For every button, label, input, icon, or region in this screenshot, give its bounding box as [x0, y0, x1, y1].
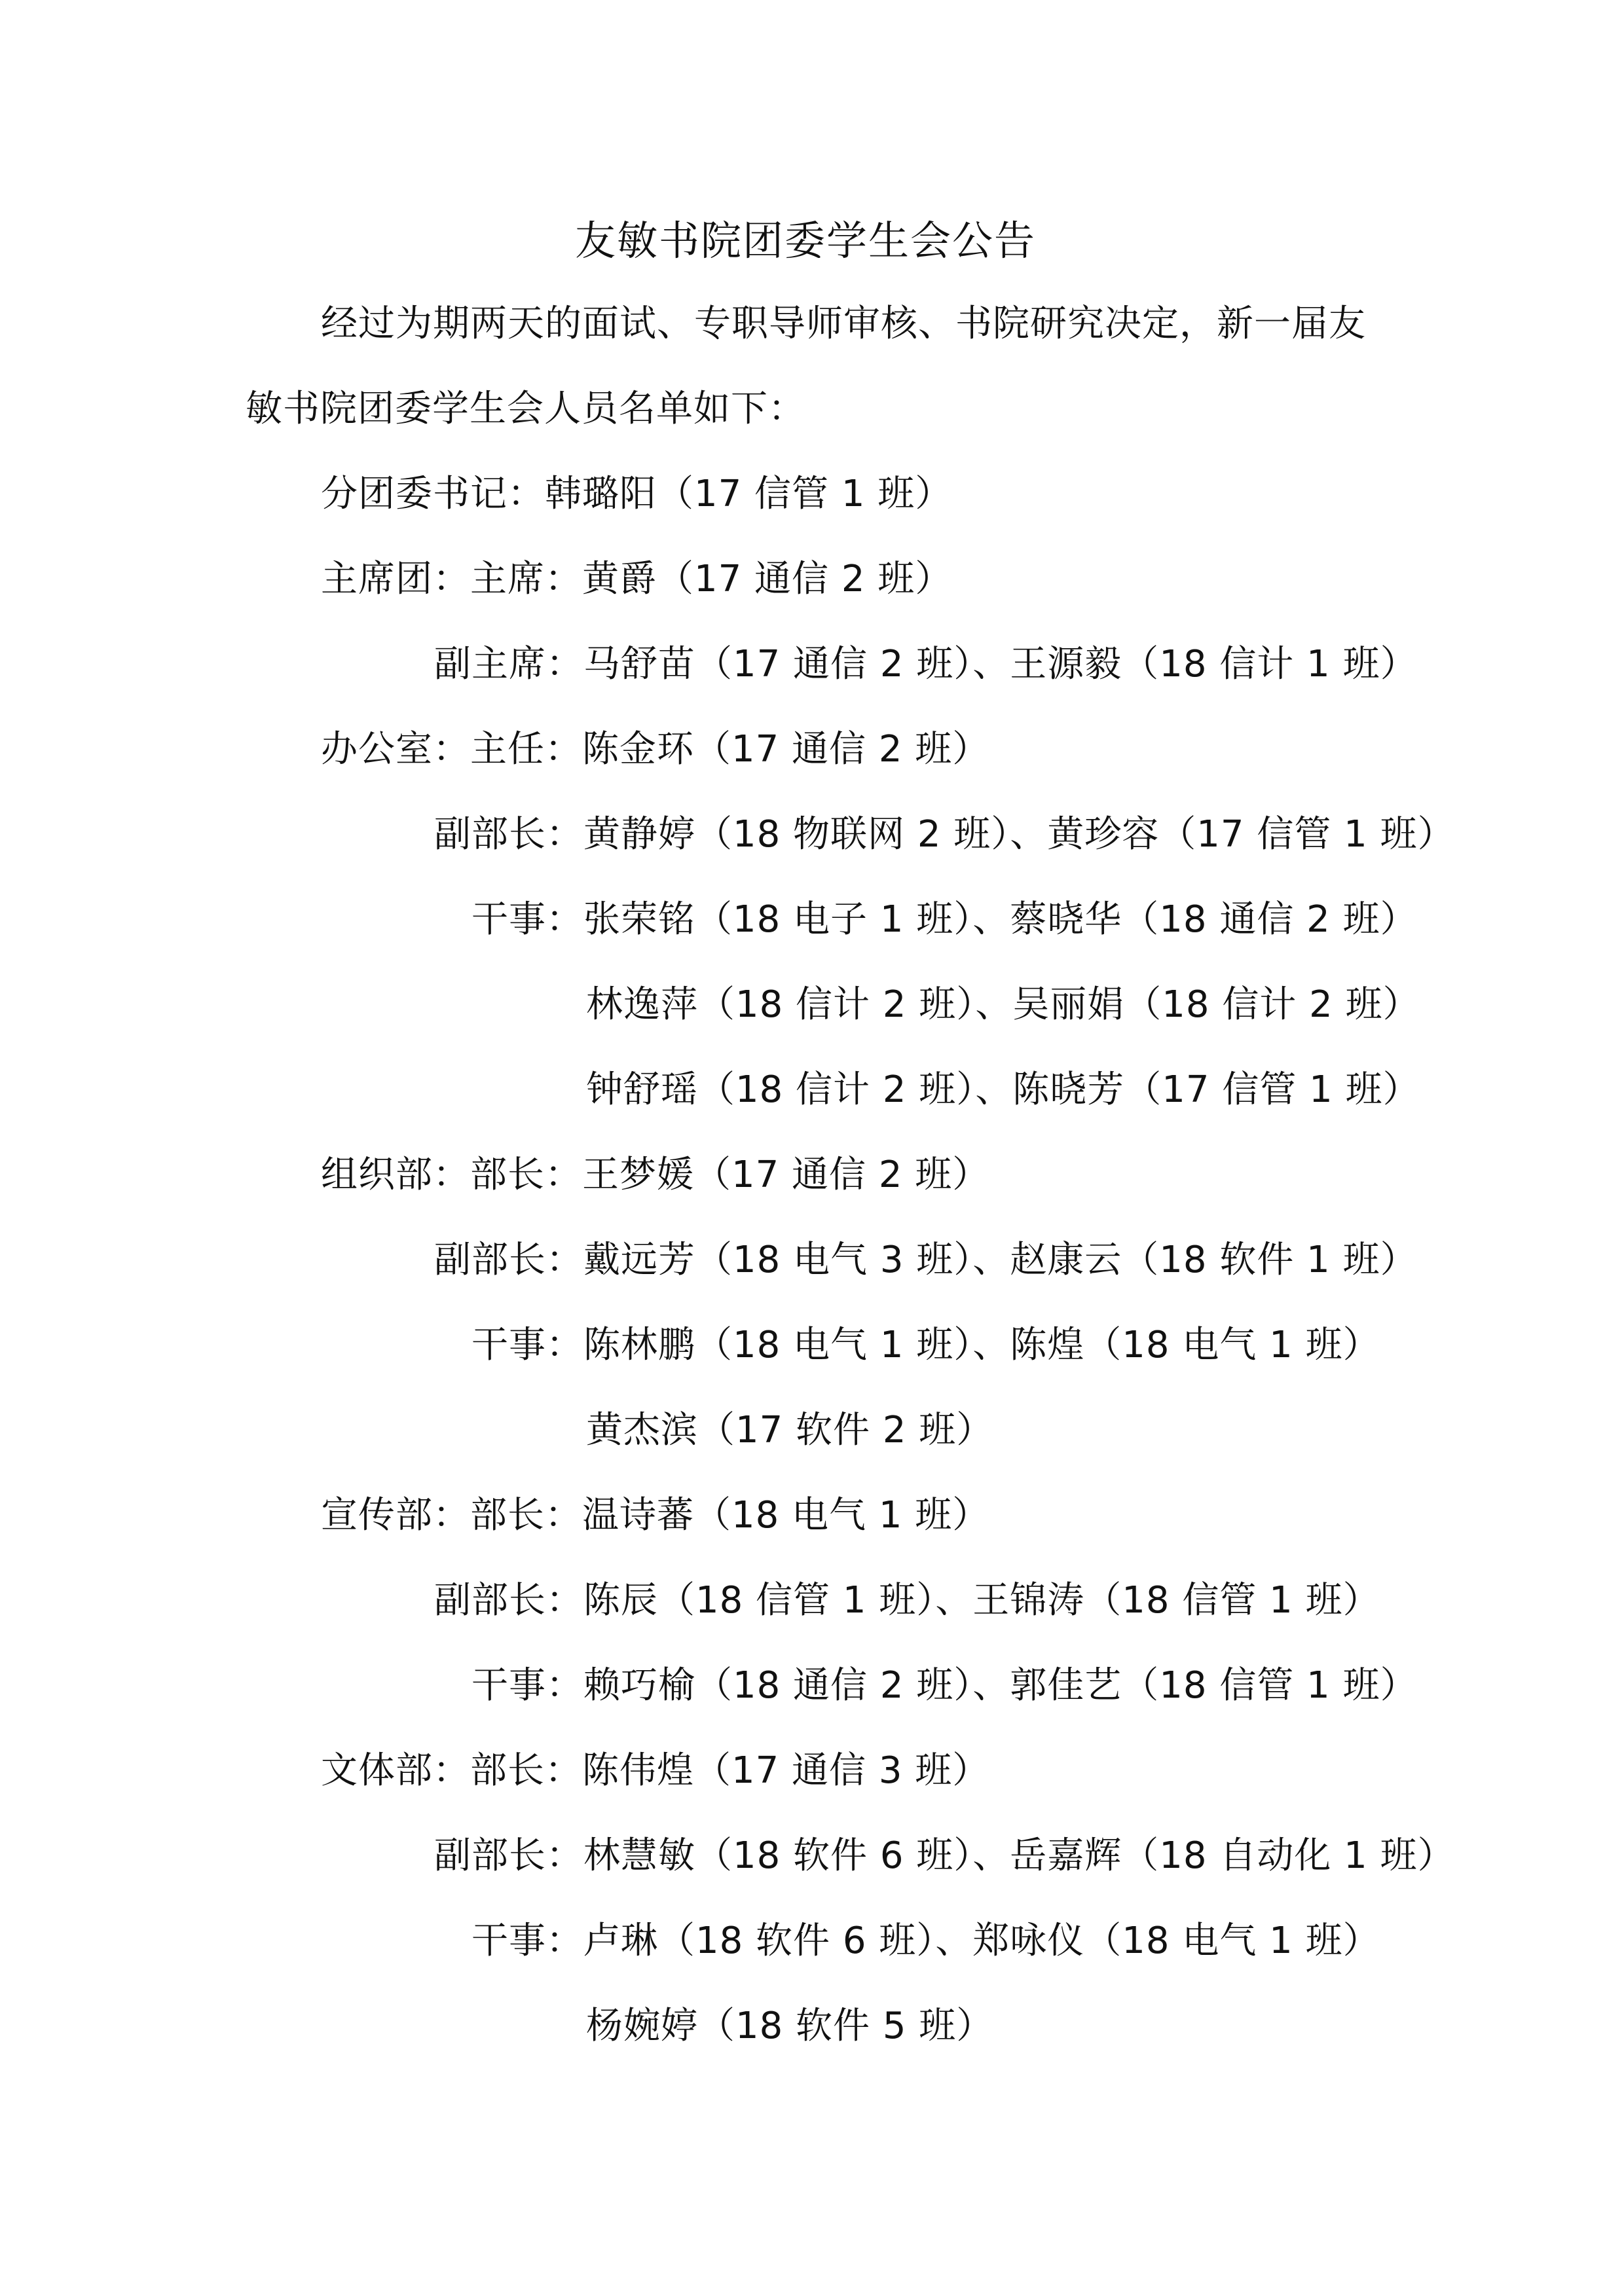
page-title: 友敏书院团委学生会公告	[574, 217, 1036, 264]
roster-line-publicity-head: 宣传部：部长：温诗蕃（18 电气 1 班）	[321, 1494, 990, 1537]
roster-line-arts-sports-head: 文体部：部长：陈伟煌（17 通信 3 班）	[321, 1749, 990, 1792]
intro-line-1: 经过为期两天的面试、专职导师审核、书院研究决定，新一届友	[321, 302, 1366, 345]
roster-line-organization-deputies: 副部长：戴远芳（18 电气 3 班）、赵康云（18 软件 1 班）	[434, 1239, 1418, 1281]
roster-line-organization-staff-2: 黄杰滨（17 软件 2 班）	[586, 1409, 994, 1451]
roster-line-organization-staff-1: 干事：陈林鹏（18 电气 1 班）、陈煌（18 电气 1 班）	[471, 1324, 1380, 1366]
roster-line-publicity-staff: 干事：赖巧榆（18 通信 2 班）、郭佳艺（18 信管 1 班）	[471, 1664, 1418, 1707]
roster-line-organization-head: 组织部：部长：王梦媛（17 通信 2 班）	[321, 1154, 990, 1196]
roster-line-arts-sports-deputies: 副部长：林慧敏（18 软件 6 班）、岳嘉辉（18 自动化 1 班）	[434, 1834, 1455, 1877]
roster-line-publicity-deputies: 副部长：陈辰（18 信管 1 班）、王锦涛（18 信管 1 班）	[434, 1579, 1380, 1622]
roster-line-league-secretary: 分团委书记：韩璐阳（17 信管 1 班）	[321, 473, 953, 515]
roster-line-office-staff-2: 林逸萍（18 信计 2 班）、吴丽娟（18 信计 2 班）	[586, 983, 1420, 1026]
roster-line-office-staff-1: 干事：张荣铭（18 电子 1 班）、蔡晓华（18 通信 2 班）	[471, 898, 1418, 941]
intro-line-2: 敏书院团委学生会人员名单如下：	[246, 388, 805, 430]
roster-line-arts-sports-staff-2: 杨婉婷（18 软件 5 班）	[586, 2005, 994, 2047]
roster-line-presidium-president: 主席团：主席：黄爵（17 通信 2 班）	[321, 558, 953, 600]
roster-line-arts-sports-staff-1: 干事：卢琳（18 软件 6 班）、郑咏仪（18 电气 1 班）	[471, 1920, 1380, 1962]
roster-line-office-director: 办公室：主任：陈金环（17 通信 2 班）	[321, 728, 990, 771]
roster-line-office-deputies: 副部长：黄静婷（18 物联网 2 班）、黄珍容（17 信管 1 班）	[434, 813, 1455, 856]
roster-line-vice-presidents: 副主席：马舒苗（17 通信 2 班）、王源毅（18 信计 1 班）	[434, 643, 1418, 685]
roster-line-office-staff-3: 钟舒瑶（18 信计 2 班）、陈晓芳（17 信管 1 班）	[586, 1068, 1420, 1111]
